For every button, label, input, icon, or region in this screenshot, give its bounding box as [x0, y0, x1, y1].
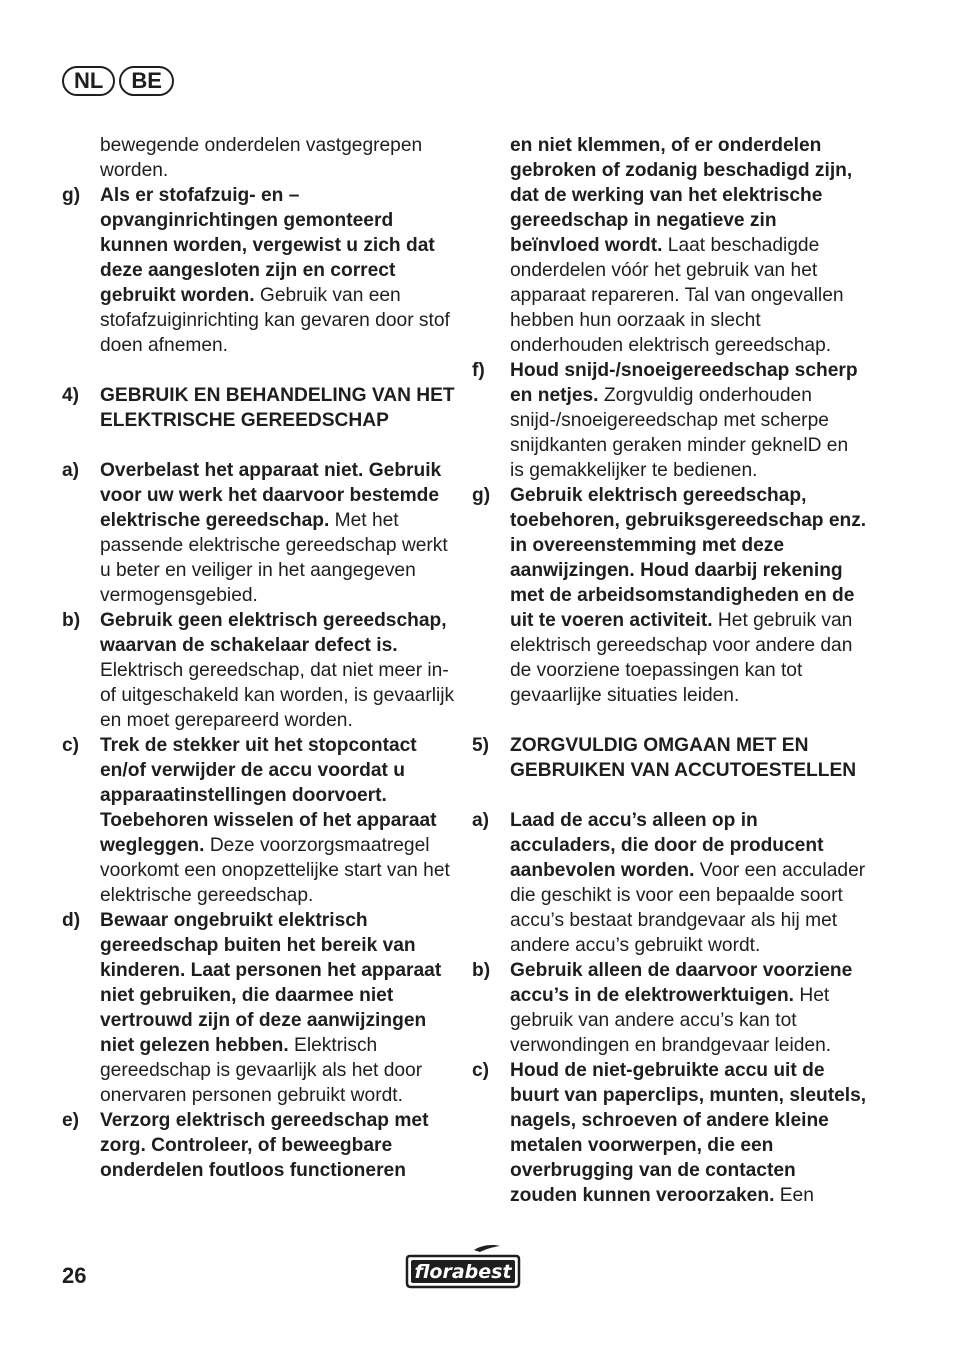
right-column	[472, 133, 867, 1208]
svg-text:florabest: florabest	[414, 1261, 512, 1283]
item-c: c) Houd de niet-gebruikte accu uit de buurt van paperclips, munten, sleutels, nagels, schroeven of andere kleine metalen voorwerpen, die een overbrugging van de contacten zouden kunnen veroorzaken. Een	[472, 1060, 867, 1206]
item-c: c) Trek de stekker uit het stopcontact en/of verwijder de accu voordat u apparaatinstellingen doorvoert. Toebehoren wisselen of het apparaat wegleggen. Deze voorzorgsmaatregel voorkomt een onopzettelijke start van het elektrische gereedschap.	[62, 735, 450, 906]
language-badges	[62, 66, 174, 96]
lang-badge-nl: NL	[62, 66, 115, 96]
section-heading-4: 4) GEBRUIK EN BEHANDELING VAN HET ELEKTRISCHE GEREEDSCHAP	[62, 385, 455, 431]
item-g: g) Gebruik elektrisch gereedschap, toebehoren, gebruiksgereedschap enz. in overeenstemming met deze aanwijzingen. Houd daarbij rekening met de arbeidsomstandigheden en de uit te voeren activiteit. Het gebruik van elektrisch gereedschap voor andere dan de voorziene toepassingen kan tot gevaarlijke situaties leiden.	[472, 485, 867, 706]
item-a: a) Overbelast het apparaat niet. Gebruik voor uw werk het daarvoor bestemde elektrische gereedschap. Met het passende elektrische gereedschap werkt u beter en veiliger in het aangegeven vermogensgebied.	[62, 460, 448, 606]
item-a: a) Laad de accu’s alleen op in acculaders, die door de producent aanbevolen worden. Voor een acculader die geschikt is voor een bepaalde soort accu’s bestaat brandgevaar als hij met andere accu’s gebruikt wordt.	[472, 810, 866, 956]
left-column	[62, 133, 462, 1183]
continued-text: en niet klemmen, of er onderdelen gebroken of zodanig beschadigd zijn, dat de werking van het elektrische gereedschap in negatieve zin beïnvloed wordt. Laat beschadigde onderdelen vóór het gebruik van het apparaat repareren. Tal van ongevallen hebben hun oorzaak in slecht onderhouden elektrisch gereedschap.	[510, 135, 853, 356]
item-b: b) Gebruik geen elektrisch gereedschap, waarvan de schakelaar defect is. Elektrisch gereedschap, dat niet meer in- of uitgeschakeld kan worden, is gevaarlijk en moet gerepareerd worden.	[62, 610, 455, 731]
section-heading-5: 5) ZORGVULDIG OMGAAN MET EN GEBRUIKEN VAN ACCUTOESTELLEN	[472, 735, 857, 781]
page-number: 26	[62, 1263, 87, 1288]
lang-badge-be: BE	[119, 66, 174, 96]
item-d: d) Bewaar ongebruikt elektrisch gereedschap buiten het bereik van kinderen. Laat personen het apparaat niet gebruiken, die daarmee niet vertrouwd zijn of deze aanwijzingen niet gelezen hebben. Elektrisch gereedschap is gevaarlijk als het door onervaren personen gebruikt wordt.	[62, 910, 442, 1106]
item-g: g) Als er stofafzuig- en –opvanginrichtingen gemonteerd kunnen worden, vergewist u zich dat deze aangesloten zijn en correct gebruikt worden. Gebruik van een stofafzuiginrichting kan gevaren door stof doen afnemen.	[62, 185, 450, 356]
item-b: b) Gebruik alleen de daarvoor voorziene accu’s in de elektrowerktuigen. Het gebruik van andere accu’s kan tot verwondingen en brandgevaar leiden.	[472, 960, 853, 1056]
item-f: f) Houd snijd-/snoeigereedschap scherp en netjes. Zorgvuldig onderhouden snijd-/snoeigereedschap met scherpe snijdkanten geraken minder geknelD en is gemakkelijker te bedienen.	[472, 360, 858, 481]
continued-text: bewegende onderdelen vastgegrepen worden.	[100, 135, 423, 181]
item-e: e) Verzorg elektrisch gereedschap met zorg. Controleer, of beweegbare onderdelen foutloos functioneren	[62, 1110, 429, 1181]
item-label: g)	[62, 185, 81, 206]
florabest-logo	[404, 1244, 522, 1290]
section-number: 5)	[472, 735, 490, 756]
section-number: 4)	[62, 385, 80, 406]
